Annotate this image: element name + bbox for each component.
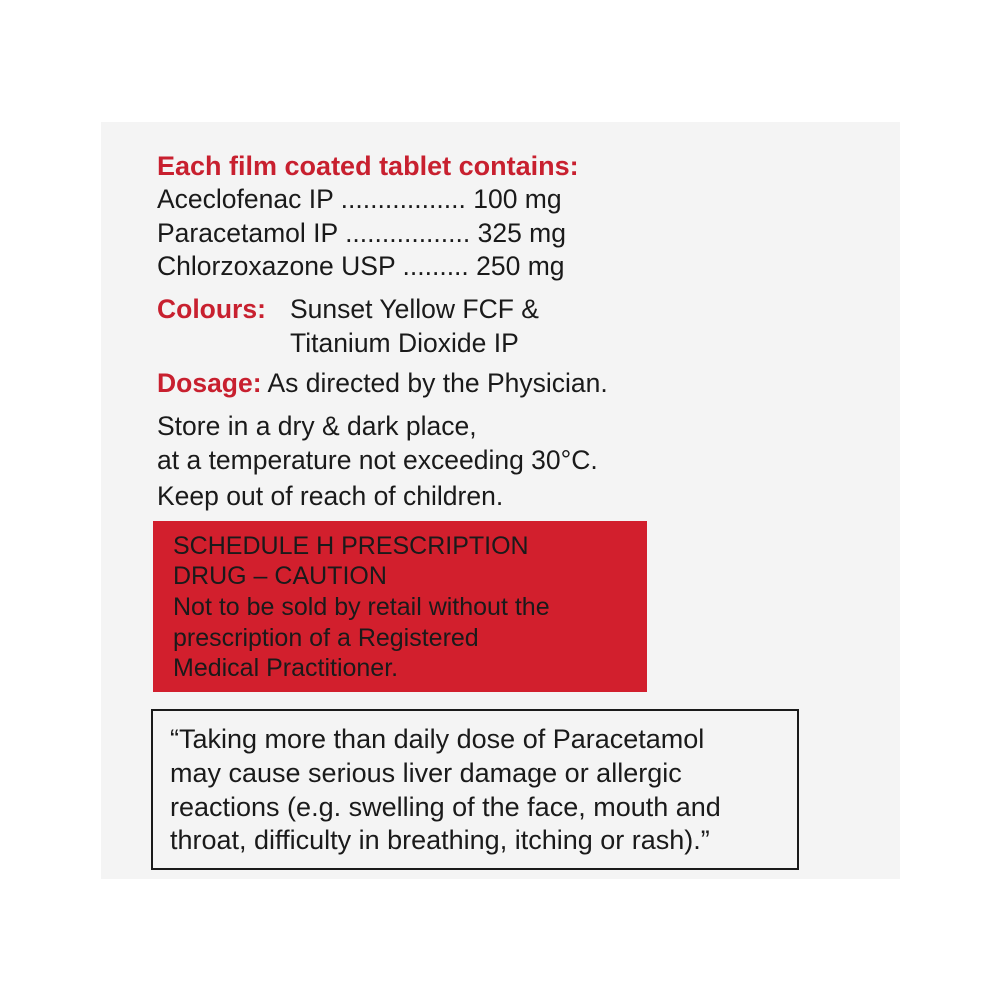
warning-line: “Taking more than daily dose of Paracetamol (170, 724, 705, 754)
paracetamol-warning-box (151, 709, 799, 870)
warning-line: reactions (e.g. swelling of the face, mouth and (170, 792, 721, 822)
storage-line-3: Keep out of reach of children. (157, 481, 504, 511)
ingredient-row (157, 218, 566, 248)
ingredient-name: Paracetamol IP (157, 218, 338, 248)
ingredient-dots: ................. (345, 218, 471, 248)
ingredient-amount: 325 mg (477, 218, 566, 248)
colours-line-2: Titanium Dioxide IP (290, 328, 519, 358)
schedule-h-box (153, 521, 647, 692)
storage-line-2: at a temperature not exceeding 30°C. (157, 445, 598, 475)
warning-line: may cause serious liver damage or allergic (170, 758, 682, 788)
schedule-line: Not to be sold by retail without the (173, 593, 550, 621)
colours-line-1: Sunset Yellow FCF & (290, 294, 539, 324)
composition-heading: Each film coated tablet contains: (157, 151, 579, 181)
ingredient-row (157, 251, 565, 281)
colours-row (157, 294, 266, 324)
dosage-label: Dosage: (157, 368, 262, 398)
ingredient-dots: ................. (340, 184, 466, 214)
ingredient-amount: 250 mg (476, 251, 565, 281)
colours-label: Colours: (157, 294, 266, 324)
ingredient-name: Chlorzoxazone USP (157, 251, 396, 281)
storage-line-1: Store in a dry & dark place, (157, 411, 477, 441)
schedule-line: SCHEDULE H PRESCRIPTION (173, 532, 529, 560)
schedule-line: Medical Practitioner. (173, 654, 399, 682)
ingredient-name: Aceclofenac IP (157, 184, 334, 214)
schedule-line: DRUG – CAUTION (173, 562, 387, 590)
ingredient-row (157, 184, 562, 214)
dosage-row (157, 368, 608, 398)
dosage-text: As directed by the Physician. (267, 368, 608, 398)
warning-line: throat, difficulty in breathing, itching or rash).” (170, 825, 710, 855)
ingredient-amount: 100 mg (473, 184, 562, 214)
schedule-line: prescription of a Registered (173, 624, 479, 652)
ingredient-dots: ......... (402, 251, 469, 281)
